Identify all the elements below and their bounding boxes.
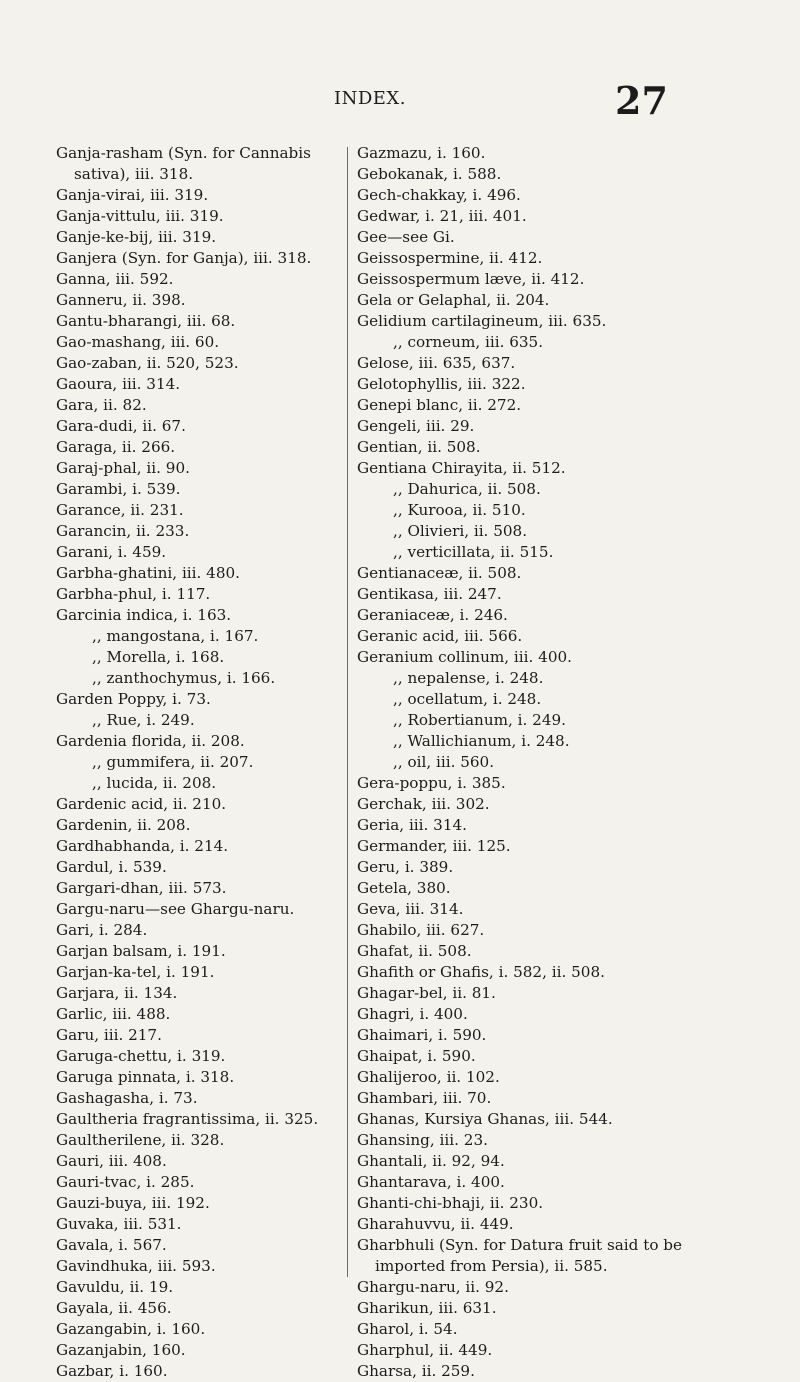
index-entry: Gauri-tvac, i. 285. bbox=[56, 1173, 195, 1191]
index-entry: Gelose, iii. 635, 637. bbox=[357, 354, 516, 372]
index-entry: Gee—see Gi. bbox=[357, 228, 455, 246]
index-entry: ,, oil, iii. 560. bbox=[393, 753, 495, 771]
index-entry: Geru, i. 389. bbox=[357, 858, 454, 876]
index-entry: Getela, 380. bbox=[357, 879, 451, 897]
index-entry: Geva, iii. 314. bbox=[357, 900, 464, 918]
index-entry: Gharsa, ii. 259. bbox=[357, 1362, 475, 1380]
index-entry: Gazangabin, i. 160. bbox=[56, 1320, 206, 1338]
index-entry: Garbha-phul, i. 117. bbox=[56, 585, 211, 603]
index-entry: Gazanjabin, 160. bbox=[56, 1341, 186, 1359]
index-entry: Gauzi-buya, iii. 192. bbox=[56, 1194, 210, 1212]
index-entry: Gazbar, i. 160. bbox=[56, 1362, 168, 1380]
index-entry: Gari, i. 284. bbox=[56, 921, 148, 939]
index-entry: Geissospermine, ii. 412. bbox=[357, 249, 543, 267]
index-entry: ,, Wallichianum, i. 248. bbox=[393, 732, 570, 750]
index-entry: Ghagri, i. 400. bbox=[357, 1005, 468, 1023]
index-entry: Gaultheria fragrantissima, ii. 325. bbox=[56, 1110, 319, 1128]
index-entry: Gayala, ii. 456. bbox=[56, 1299, 172, 1317]
index-entry: Gao-zaban, ii. 520, 523. bbox=[56, 354, 239, 372]
index-entry: Gavindhuka, iii. 593. bbox=[56, 1257, 216, 1275]
index-entry: Garance, ii. 231. bbox=[56, 501, 184, 519]
index-entry: Ganja-rasham (Syn. for Cannabis sativa), iii. 318. bbox=[56, 144, 311, 183]
index-entry: Ghargu-naru, ii. 92. bbox=[357, 1278, 509, 1296]
index-entry: Garlic, iii. 488. bbox=[56, 1005, 171, 1023]
index-entry: Gantu-bharangi, iii. 68. bbox=[56, 312, 236, 330]
index-entry: Garden Poppy, i. 73. bbox=[56, 690, 211, 708]
index-entry: Garaj-phal, ii. 90. bbox=[56, 459, 190, 477]
index-entry: ,, Morella, i. 168. bbox=[92, 648, 225, 666]
index-entry: Gentikasa, iii. 247. bbox=[357, 585, 502, 603]
index-entry: Genepi blanc, ii. 272. bbox=[357, 396, 522, 414]
index-entry: Ghanas, Kursiya Ghanas, iii. 544. bbox=[357, 1110, 613, 1128]
index-entry: Gara-dudi, ii. 67. bbox=[56, 417, 186, 435]
index-entry: Gech-chakkay, i. 496. bbox=[357, 186, 521, 204]
index-entry: Garancin, ii. 233. bbox=[56, 522, 190, 540]
index-entry: Ghaipat, i. 590. bbox=[357, 1047, 476, 1065]
index-entry: ,, corneum, iii. 635. bbox=[393, 333, 544, 351]
index-entry: Geria, iii. 314. bbox=[357, 816, 467, 834]
index-entry: Ghabilo, iii. 627. bbox=[357, 921, 485, 939]
index-entry: Ganjera (Syn. for Ganja), iii. 318. bbox=[56, 249, 312, 267]
index-entry: Garu, iii. 217. bbox=[56, 1026, 162, 1044]
index-entry: Ghaimari, i. 590. bbox=[357, 1026, 487, 1044]
index-entry: Gao-mashang, iii. 60. bbox=[56, 333, 220, 351]
index-entry: Gara, ii. 82. bbox=[56, 396, 147, 414]
index-entry: ,, lucida, ii. 208. bbox=[92, 774, 217, 792]
index-entry: Garcinia indica, i. 163. bbox=[56, 606, 232, 624]
index-column-right bbox=[357, 143, 687, 1382]
index-entry: Gelidium cartilagineum, iii. 635. bbox=[357, 312, 607, 330]
index-entry: Gentianaceæ, ii. 508. bbox=[357, 564, 522, 582]
index-entry: Gharahuvvu, ii. 449. bbox=[357, 1215, 514, 1233]
index-entry: Gardul, i. 539. bbox=[56, 858, 167, 876]
index-entry: Gargari-dhan, iii. 573. bbox=[56, 879, 227, 897]
index-entry: ,, Rue, i. 249. bbox=[92, 711, 195, 729]
index-entry: ,, gummifera, ii. 207. bbox=[92, 753, 254, 771]
index-entry: Ghalijeroo, ii. 102. bbox=[357, 1068, 500, 1086]
index-entry: ,, Dahurica, ii. 508. bbox=[393, 480, 541, 498]
index-entry: Gaoura, iii. 314. bbox=[56, 375, 181, 393]
index-entry: Gentian, ii. 508. bbox=[357, 438, 481, 456]
index-entry: Garuga-chettu, i. 319. bbox=[56, 1047, 226, 1065]
index-entry: Ghafith or Ghafis, i. 582, ii. 508. bbox=[357, 963, 605, 981]
index-entry: Gerchak, iii. 302. bbox=[357, 795, 490, 813]
index-entry: Ganja-virai, iii. 319. bbox=[56, 186, 209, 204]
index-entry: Garuga pinnata, i. 318. bbox=[56, 1068, 235, 1086]
index-entry: Germander, iii. 125. bbox=[357, 837, 511, 855]
index-entry: Ghambari, iii. 70. bbox=[357, 1089, 492, 1107]
index-entry: Ghantarava, i. 400. bbox=[357, 1173, 505, 1191]
index-entry: Gharol, i. 54. bbox=[357, 1320, 458, 1338]
index-entry: Geissospermum læve, ii. 412. bbox=[357, 270, 585, 288]
index-entry: Ganja-vittulu, iii. 319. bbox=[56, 207, 224, 225]
index-entry: Ghantali, ii. 92, 94. bbox=[357, 1152, 505, 1170]
index-entry: Gardenic acid, ii. 210. bbox=[56, 795, 227, 813]
index-entry: Gela or Gelaphal, ii. 204. bbox=[357, 291, 550, 309]
index-entry: ,, nepalense, i. 248. bbox=[393, 669, 544, 687]
index-entry: Gebokanak, i. 588. bbox=[357, 165, 502, 183]
index-entry: Garjan-ka-tel, i. 191. bbox=[56, 963, 215, 981]
index-entry: Gharbhuli (Syn. for Datura fruit said to be imported from Persia), ii. 585. bbox=[357, 1236, 683, 1275]
index-entry: Gedwar, i. 21, iii. 401. bbox=[357, 207, 527, 225]
index-entry: ,, mangostana, i. 167. bbox=[92, 627, 259, 645]
index-entry: Gentiana Chirayita, ii. 512. bbox=[357, 459, 566, 477]
index-entry: Garjan balsam, i. 191. bbox=[56, 942, 226, 960]
running-title: INDEX. bbox=[334, 88, 406, 109]
page-header bbox=[0, 78, 800, 136]
index-entry: Ganneru, ii. 398. bbox=[56, 291, 186, 309]
index-entry: Gardenin, ii. 208. bbox=[56, 816, 191, 834]
index-entry: ,, Olivieri, ii. 508. bbox=[393, 522, 528, 540]
index-entry: Ghagar-bel, ii. 81. bbox=[357, 984, 496, 1002]
index-entry: Ghansing, iii. 23. bbox=[357, 1131, 488, 1149]
index-entry: Gardenia florida, ii. 208. bbox=[56, 732, 245, 750]
index-entry: Gharikun, iii. 631. bbox=[357, 1299, 497, 1317]
index-column-left bbox=[56, 143, 346, 1382]
index-entry: Gazmazu, i. 160. bbox=[357, 144, 486, 162]
index-entry: ,, verticillata, ii. 515. bbox=[393, 543, 554, 561]
column-divider bbox=[347, 147, 348, 1277]
index-entry: Gashagasha, i. 73. bbox=[56, 1089, 198, 1107]
index-entry: Garambi, i. 539. bbox=[56, 480, 181, 498]
index-entry: Gaultherilene, ii. 328. bbox=[56, 1131, 225, 1149]
index-entry: Gauri, iii. 408. bbox=[56, 1152, 167, 1170]
index-entry: Ganna, iii. 592. bbox=[56, 270, 174, 288]
index-entry: ,, ocellatum, i. 248. bbox=[393, 690, 542, 708]
index-entry: Gardhabhanda, i. 214. bbox=[56, 837, 229, 855]
index-entry: Gavala, i. 567. bbox=[56, 1236, 167, 1254]
index-entry: Gharphul, ii. 449. bbox=[357, 1341, 493, 1359]
index-entry: Garjara, ii. 134. bbox=[56, 984, 178, 1002]
page-number: 27 bbox=[615, 78, 668, 123]
index-entry: Geranic acid, iii. 566. bbox=[357, 627, 523, 645]
index-entry: Gavuldu, ii. 19. bbox=[56, 1278, 174, 1296]
index-entry: Gelotophyllis, iii. 322. bbox=[357, 375, 526, 393]
index-entry: Gargu-naru—see Ghargu-naru. bbox=[56, 900, 295, 918]
index-entry: Gengeli, iii. 29. bbox=[357, 417, 475, 435]
index-entry: Garaga, ii. 266. bbox=[56, 438, 176, 456]
index-entry: Geraniaceæ, i. 246. bbox=[357, 606, 508, 624]
index-entry: Ghanti-chi-bhaji, ii. 230. bbox=[357, 1194, 544, 1212]
index-entry: Ghafat, ii. 508. bbox=[357, 942, 472, 960]
index-entry: Guvaka, iii. 531. bbox=[56, 1215, 182, 1233]
index-entry: Ganje-ke-bij, iii. 319. bbox=[56, 228, 217, 246]
index-entry: Garani, i. 459. bbox=[56, 543, 167, 561]
index-entry: ,, zanthochymus, i. 166. bbox=[92, 669, 276, 687]
index-entry: Gera-poppu, i. 385. bbox=[357, 774, 506, 792]
index-entry: ,, Kurooa, ii. 510. bbox=[393, 501, 526, 519]
index-entry: ,, Robertianum, i. 249. bbox=[393, 711, 566, 729]
index-entry: Geranium collinum, iii. 400. bbox=[357, 648, 572, 666]
index-entry: Garbha-ghatini, iii. 480. bbox=[56, 564, 240, 582]
